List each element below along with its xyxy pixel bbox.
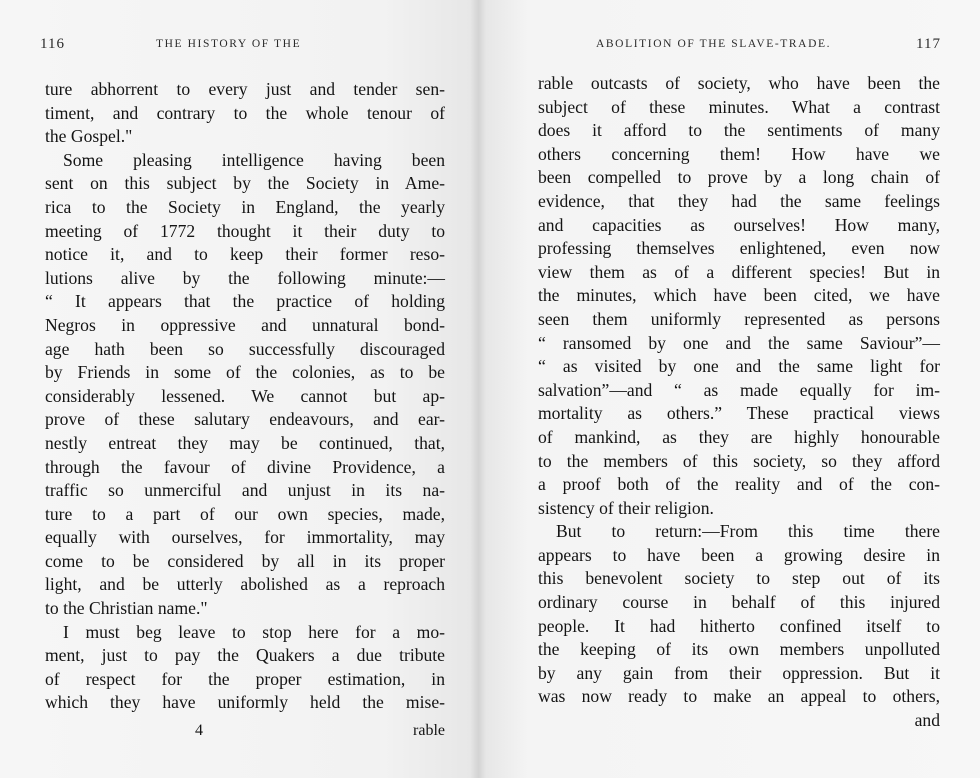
text-line: ordinary course in behalf of this injured xyxy=(538,592,940,613)
text-line: Some pleasing intelligence having been xyxy=(63,149,445,170)
text-line: to the Christian name." xyxy=(45,598,208,619)
text-line: a proof both of the reality and of the con- xyxy=(538,474,940,495)
text-line: salvation”—and “ as made equally for im- xyxy=(538,379,940,400)
text-line: evidence, that they had the same feelings xyxy=(538,190,940,211)
catchword: and xyxy=(914,710,940,731)
text-line: sistency of their religion. xyxy=(538,497,714,518)
text-line: But to return:—From this time there xyxy=(556,521,940,542)
text-line: rica to the Society in England, the yearly xyxy=(45,196,445,217)
text-line: and capacities as ourselves! How many, xyxy=(538,214,940,235)
text-line: through the favour of divine Providence, a xyxy=(45,456,445,477)
text-line: the Gospel." xyxy=(45,126,133,147)
text-line: traffic so unmerciful and unjust in its na- xyxy=(45,480,445,501)
text-line: ture abhorrent to every just and tender sen- xyxy=(45,79,445,99)
left-page xyxy=(0,0,478,778)
text-line: mortality as others.” These practical views xyxy=(538,403,940,424)
right-running-title: ABOLITION OF THE SLAVE-TRADE. xyxy=(596,38,832,50)
text-line: which they have uniformly held the mise- xyxy=(45,692,445,713)
text-line: meeting of 1772 thought it their duty to xyxy=(45,220,445,241)
left-page-number: 116 xyxy=(40,36,65,52)
left-page-footer xyxy=(45,722,445,744)
text-line: prove of these salutary endeavours, and ear- xyxy=(45,409,445,430)
text-line: appears to have been a growing desire in xyxy=(538,544,940,565)
text-line: people. It had hitherto confined itself to xyxy=(538,615,940,636)
text-line: considerably lessened. We cannot but ap- xyxy=(45,385,445,406)
right-body-text xyxy=(538,72,940,733)
text-line: professing themselves enlightened, even now xyxy=(538,238,940,259)
text-line: to the members of this society, so they afford xyxy=(538,450,940,471)
text-line: of mankind, as they are highly honourable xyxy=(538,426,940,447)
text-line: subject of these minutes. What a contrast xyxy=(538,96,940,117)
left-body-text xyxy=(45,78,445,715)
text-line: age hath been so successfully discouraged xyxy=(45,338,445,359)
text-line: sent on this subject by the Society in Ame- xyxy=(45,173,445,194)
text-line: the keeping of its own members unpolluted xyxy=(538,639,940,660)
text-line: was now ready to make an appeal to others, xyxy=(538,686,940,707)
text-line: by any gain from their oppression. But it xyxy=(538,662,940,683)
book-gutter xyxy=(470,0,486,778)
text-line: I must beg leave to stop here for a mo- xyxy=(63,621,445,642)
text-line: nestly entreat they may be continued, that, xyxy=(45,432,445,453)
text-line: “ as visited by one and the same light for xyxy=(538,356,940,377)
text-line: the minutes, which have been cited, we have xyxy=(538,285,940,306)
text-line: seen them uniformly represented as persons xyxy=(538,308,940,329)
text-line: this benevolent society to step out of its xyxy=(538,568,940,589)
text-line: notice it, and to keep their former reso- xyxy=(45,244,445,265)
text-line: equally with ourselves, for immortality, may xyxy=(45,527,445,548)
text-line: rable outcasts of society, who have been the xyxy=(538,73,940,93)
catchword: rable xyxy=(413,722,445,739)
text-line: “ It appears that the practice of holding xyxy=(45,291,445,312)
text-line: lutions alive by the following minute:— xyxy=(45,267,445,288)
text-line: light, and be utterly abolished as a reproach xyxy=(45,574,445,595)
text-line: “ ransomed by one and the same Saviour”— xyxy=(538,332,940,353)
text-line: of respect for the proper estimation, in xyxy=(45,668,445,689)
text-line: others concerning them! How have we xyxy=(538,143,940,164)
text-line: been compelled to prove by a long chain of xyxy=(538,167,940,188)
text-line: view them as of a different species! But in xyxy=(538,261,940,282)
text-line: by Friends in some of the colonies, as to be xyxy=(45,362,445,383)
text-line: does it afford to the sentiments of many xyxy=(538,120,940,141)
text-line: come to be considered by all in its proper xyxy=(45,550,445,571)
text-line: ment, just to pay the Quakers a due tribute xyxy=(45,645,445,666)
text-line: timent, and contrary to the whole tenour of xyxy=(45,102,445,123)
text-line: ture to a part of our own species, made, xyxy=(45,503,445,524)
text-line: Negros in oppressive and unnatural bond- xyxy=(45,314,445,335)
right-page-number: 117 xyxy=(916,36,941,52)
left-running-title: THE HISTORY OF THE xyxy=(156,38,302,50)
signature-mark: 4 xyxy=(195,722,203,739)
right-page xyxy=(478,0,980,778)
